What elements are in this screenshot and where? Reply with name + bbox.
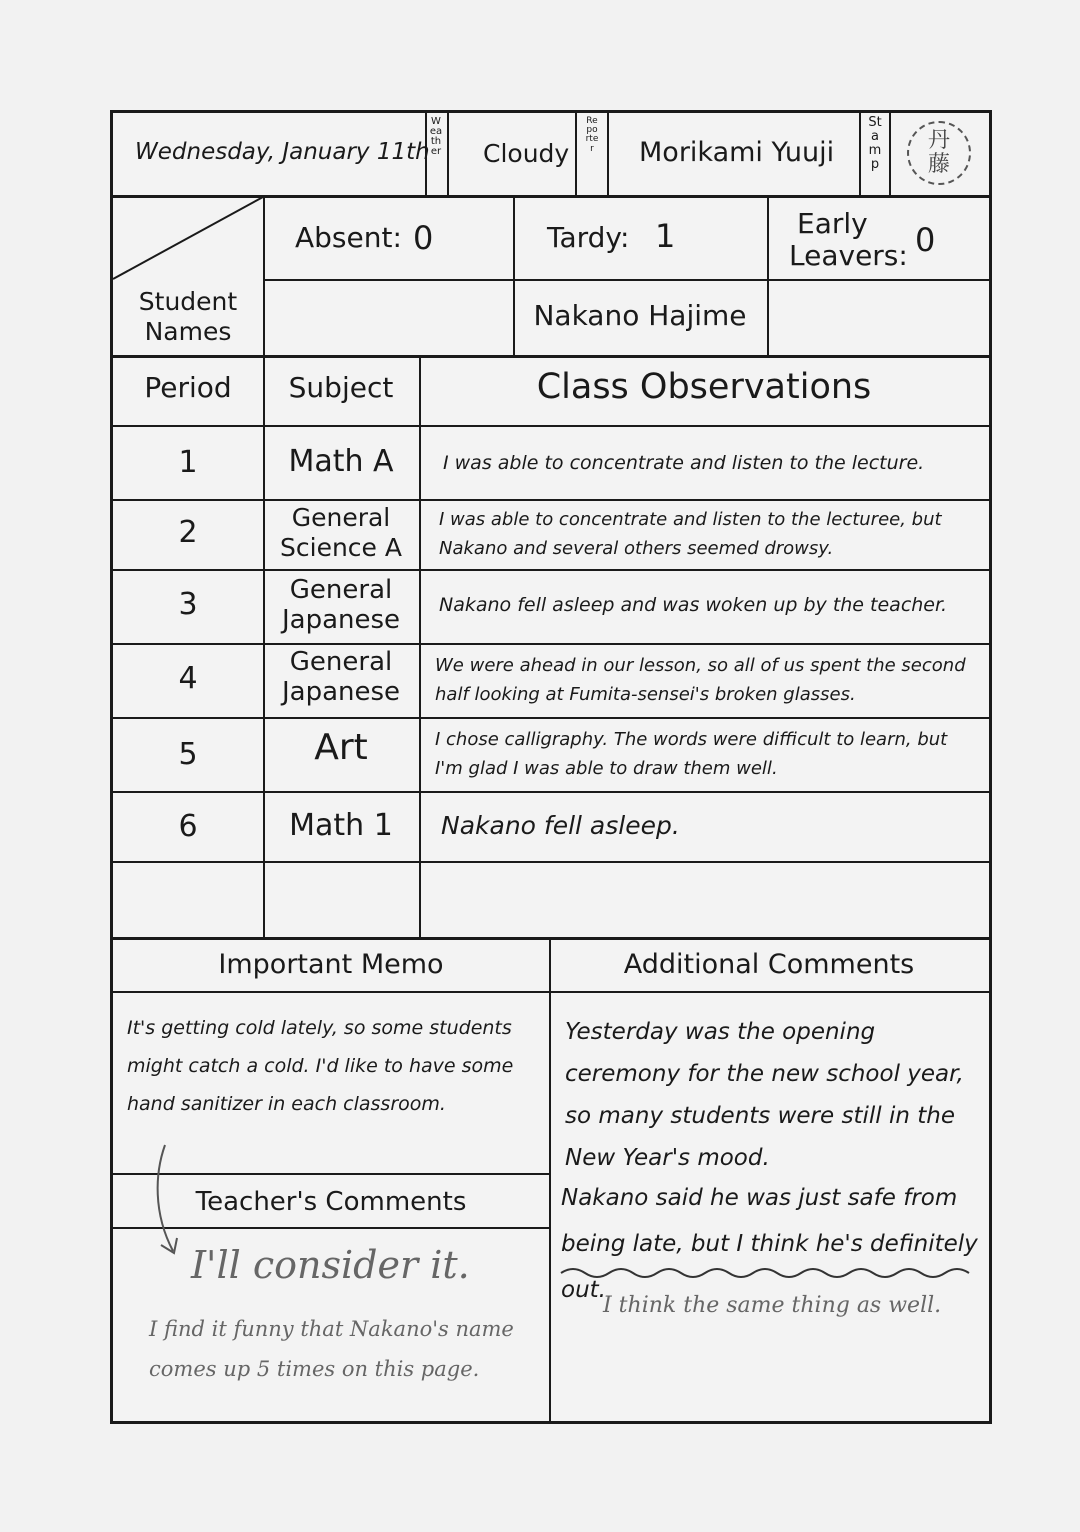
- teacher-note: I find it funny that Nakano's name comes up 5 times on this page.: [149, 1317, 514, 1381]
- divider: [607, 113, 609, 197]
- pencil-note: I think the same thing as well.: [603, 1293, 942, 1318]
- reporter-name: Morikami Yuuji: [639, 137, 835, 168]
- stamp-label: Stamp: [868, 115, 882, 172]
- reporter-label: Reporter: [585, 116, 599, 154]
- early-count: 0: [915, 221, 936, 259]
- divider: [113, 643, 989, 645]
- tardy-count: 1: [655, 217, 676, 255]
- seal-stamp: [907, 121, 971, 185]
- divider: [113, 991, 989, 993]
- subject-name: Art: [314, 727, 368, 768]
- divider: [113, 937, 989, 940]
- absent-label: Absent:: [295, 221, 402, 254]
- teacher-comments-title: Teacher's Comments: [195, 1187, 467, 1217]
- divider: [859, 113, 861, 197]
- divider: [419, 357, 421, 937]
- teacher-reply: I'll consider it.: [191, 1243, 470, 1287]
- subject-name: Math A: [288, 444, 394, 479]
- divider: [767, 197, 769, 355]
- additional-text-2: Nakano said he was just safe from being late, but I think he's definitely out.: [561, 1185, 978, 1303]
- divider: [263, 357, 265, 937]
- tardy-label: Tardy:: [547, 221, 630, 254]
- memo-title: Important Memo: [218, 949, 444, 980]
- divider: [113, 791, 989, 793]
- period-header: Period: [144, 371, 232, 404]
- names-label-1: Student: [138, 287, 238, 316]
- class-observation: I was able to concentrate and listen to the lecture.: [443, 452, 925, 474]
- observations-header: Class Observations: [536, 367, 872, 407]
- divider: [549, 939, 551, 1421]
- divider: [113, 569, 989, 571]
- early-label-1: Early: [797, 207, 868, 240]
- names-label-2: Names: [144, 317, 232, 346]
- divider: [113, 861, 989, 863]
- class-observation: Nakano fell asleep and was woken up by the teacher.: [439, 594, 948, 616]
- arrow-down-icon: [147, 1143, 187, 1263]
- journal-date: Wednesday, January 11th: [135, 139, 430, 165]
- period-number: 2: [178, 515, 198, 550]
- weather-label: Weather: [429, 116, 443, 157]
- period-number: 1: [178, 445, 198, 480]
- seal-text: 丹藤: [927, 128, 950, 177]
- divider: [889, 113, 891, 197]
- class-observation: Nakano fell asleep.: [441, 811, 680, 840]
- additional-comments-title: Additional Comments: [623, 949, 915, 980]
- divider: [447, 113, 449, 197]
- divider: [575, 113, 577, 197]
- class-observation: I chose calligraphy. The words were difficult to learn, but I'm glad I was able to draw them well.: [435, 729, 948, 779]
- period-number: 6: [178, 809, 198, 844]
- diagonal-slash: [113, 197, 264, 280]
- additional-text-1: Yesterday was the opening ceremony for the new school year, so many students were still in the New Year's mood.: [565, 1019, 964, 1171]
- period-number: 5: [178, 737, 198, 772]
- class-observation: I was able to concentrate and listen to the lecturee, but Nakano and several others seemed drowsy.: [439, 509, 942, 559]
- divider: [113, 425, 989, 427]
- subject-name: Math 1: [289, 808, 393, 843]
- divider: [113, 717, 989, 719]
- divider: [113, 355, 989, 358]
- wavy-underline: [559, 1263, 979, 1283]
- tardy-student-name: Nakano Hajime: [533, 299, 747, 332]
- period-number: 4: [178, 661, 198, 696]
- subject-name: General Japanese: [281, 647, 401, 707]
- subject-header: Subject: [288, 371, 394, 404]
- divider: [263, 279, 989, 281]
- weather-value: Cloudy: [483, 139, 570, 168]
- divider: [113, 499, 989, 501]
- period-number: 3: [178, 587, 198, 622]
- early-label-2: Leavers:: [789, 239, 908, 272]
- subject-name: General Science A: [280, 503, 402, 562]
- absent-count: 0: [413, 219, 434, 257]
- class-journal-sheet: [110, 110, 992, 1424]
- subject-name: General Japanese: [281, 575, 401, 635]
- class-observation: We were ahead in our lesson, so all of us spent the second half looking at Fumita-sensei's broken glasses.: [435, 655, 966, 705]
- memo-text: It's getting cold lately, so some students might catch a cold. I'd like to have some hand sanitizer in each classroom.: [127, 1017, 514, 1115]
